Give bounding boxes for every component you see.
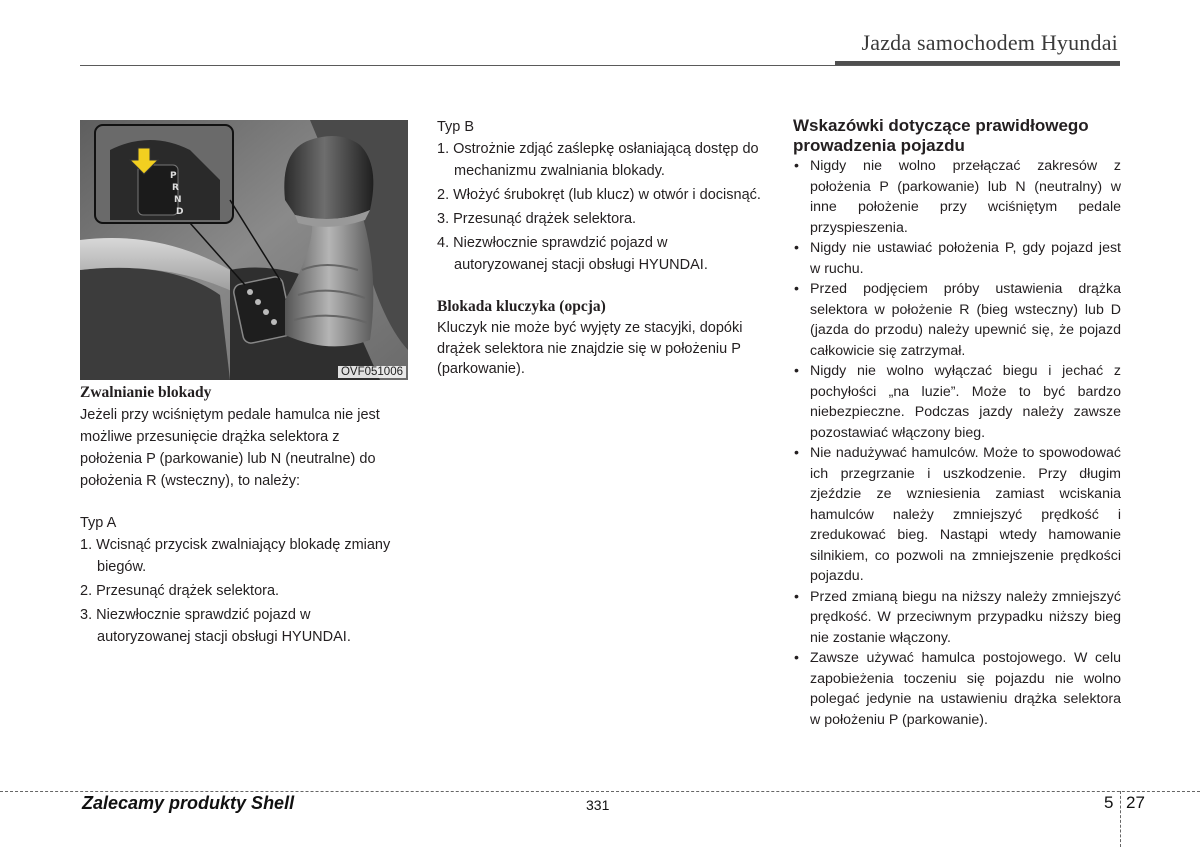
bullet-icon: • [794, 158, 799, 174]
list-item: 2. Włożyć śrubokręt (lub klucz) w otwór i docisnąć. [437, 187, 761, 203]
svg-text:P: P [170, 171, 177, 181]
header-rule [80, 65, 1120, 66]
bullet-icon: • [794, 281, 799, 297]
gear-shifter-figure [80, 120, 408, 380]
list-item: 4. Niezwłocznie sprawdzić pojazd w autoryzowanej stacji obsługi HYUNDAI. [437, 235, 708, 273]
list-item: 1. Ostrożnie zdjąć zaślepkę osłaniającą dostęp do mechanizmu zwalniania blokady. [437, 141, 759, 179]
list-item: 3. Przesunąć drążek selektora. [437, 211, 637, 227]
footer-subpage-number: 27 [1126, 793, 1145, 812]
footer-dashed-divider [1120, 791, 1121, 847]
list-item: • Nie nadużywać hamulców. Może to spowodować ich przegrzanie i uszkodzenie. Przy długim zjeździe ze wzniesienia zamiast wciskania hamulców należy zmniejszyć prędkość i zredukować bieg. Nastąpi wtedy hamowanie silnikiem, co pozwoli na zmniejszenie prędkości pojazdu. [794, 445, 1121, 584]
driving-tips-heading: Wskazówki dotyczące prawidłowego prowadzenia pojazdu [793, 116, 1089, 155]
list-item: • Nigdy nie wolno wyłączać biegu i jechać z pochyłości „na luzie”. Może to być bardzo niebezpieczne. Podczas jazdy należy zawsze pozostawiać włączony bieg. [794, 363, 1121, 441]
bullet-icon: • [794, 240, 799, 256]
footer-section-number: 5 [1104, 793, 1114, 812]
type-b-label: Typ B [437, 119, 475, 135]
list-item: • Zawsze używać hamulca postojowego. W celu zapobieżenia toczeniu się pojazdu nie wolno polegać jedynie na ustawieniu drążka selektora w położeniu P (parkowanie). [794, 650, 1121, 728]
list-item: • Przed zmianą biegu na niższy należy zmniejszyć prędkość. W przeciwnym przypadku niższy bieg nie zostanie włączony. [794, 588, 1121, 646]
list-item: 2. Przesunąć drążek selektora. [80, 583, 280, 599]
right-column [793, 116, 1121, 730]
bullet-icon: • [794, 650, 799, 666]
gear-shifter-illustration-icon [80, 120, 408, 380]
header-title: Jazda samochodem Hyundai [861, 30, 1118, 55]
list-item: 1. Wcisnąć przycisk zwalniający blokadę zmiany biegów. [80, 537, 391, 575]
list-item: • Nigdy nie wolno przełączać zakresów z położenia P (parkowanie) lub N (neutralny) w inne położenie przy wciśniętym pedale przyspieszenia. [794, 158, 1121, 236]
left-column [80, 382, 405, 650]
header-accent-bar [835, 61, 1120, 65]
key-lock-heading: Blokada kluczyka (opcja) [437, 298, 606, 315]
type-b-steps [437, 138, 762, 276]
release-heading: Zwalnianie blokady [80, 384, 212, 401]
list-item: • Przed podjęciem próby ustawienia drążka selektora w położenie R (bieg wsteczny) lub D (jazda do przodu) należy upewnić się, że pojazd całkowicie się zatrzymał. [794, 281, 1121, 359]
footer-dashed-rule [0, 791, 1200, 792]
list-item: 3. Niezwłocznie sprawdzić pojazd w autoryzowanej stacji obsługi HYUNDAI. [80, 607, 351, 645]
svg-text:D: D [176, 207, 184, 217]
list-item: • Nigdy nie ustawiać położenia P, gdy pojazd jest w ruchu. [794, 240, 1121, 277]
bullet-icon: • [794, 588, 799, 605]
key-lock-text: Kluczyk nie może być wyjęty ze stacyjki, dopóki drążek selektora nie znajdzie się w położeniu P (parkowanie). [437, 320, 743, 377]
bullet-icon: • [794, 363, 799, 379]
footer-brand: Zalecamy produkty Shell [82, 793, 295, 813]
type-a-steps [80, 534, 405, 648]
middle-column [437, 116, 762, 380]
driving-tips-list [793, 156, 1121, 730]
svg-text:R: R [172, 183, 179, 193]
type-a-label: Typ A [80, 515, 117, 531]
svg-text:N: N [174, 195, 182, 205]
figure-code: OVF051006 [338, 366, 406, 378]
footer-page-number: 331 [586, 797, 610, 813]
release-intro: Jeżeli przy wciśniętym pedale hamulca nie jest możliwe przesunięcie drążka selektora z położenia P (parkowanie) lub N (neutralne) do położenia R (wsteczny), to należy: [80, 407, 380, 489]
bullet-icon: • [794, 445, 799, 461]
